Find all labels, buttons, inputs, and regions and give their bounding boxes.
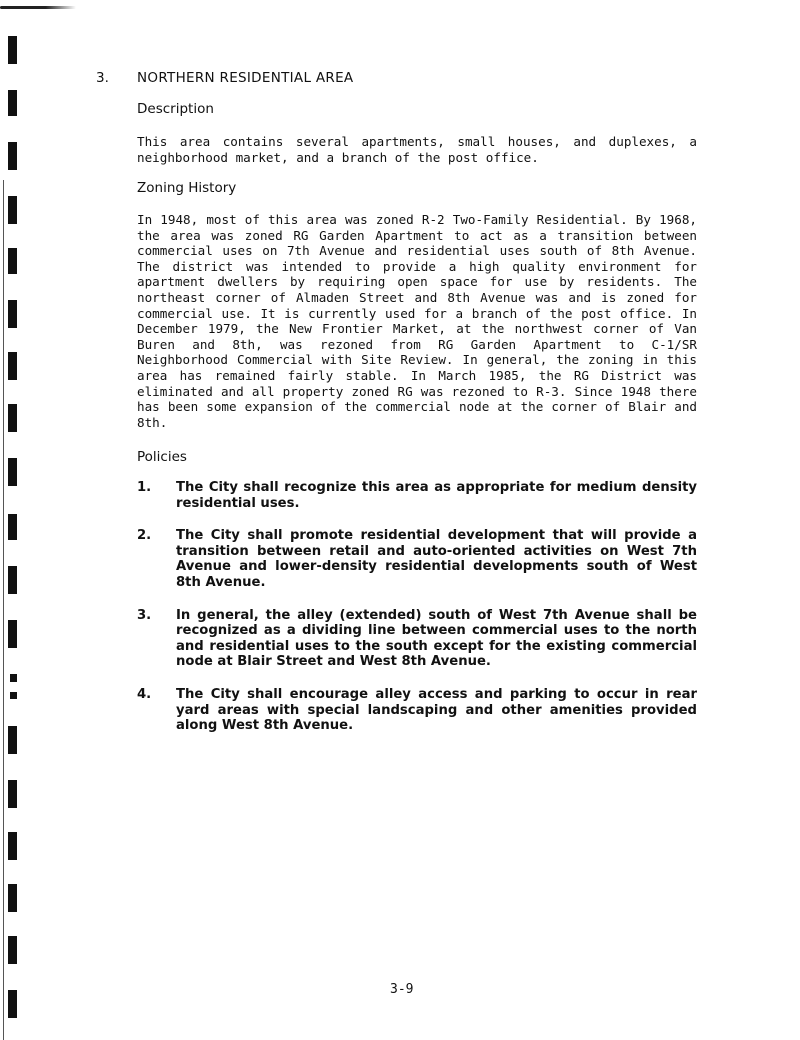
binding-mark [8,248,17,274]
policy-text: In general, the alley (extended) south of West 7th Avenue shall be recognized as a dividing line between commercial uses to the north and residential uses to the south except for the existing commercial node at Blair Street and West 8th Avenue. [176,607,697,670]
binding-mark [8,620,17,648]
policy-number: 2. [137,528,152,544]
policy-item [137,480,697,511]
binding-mark [8,566,17,594]
policy-number: 3. [137,607,152,623]
binding-mark [10,674,17,682]
binding-mark [8,404,17,432]
policy-text: The City shall encourage alley access and parking to occur in rear yard areas with special landscaping and other amenities provided along West 8th Avenue. [176,686,697,734]
policy-text: The City shall recognize this area as appropriate for medium density residential uses. [176,480,697,511]
policy-text: The City shall promote residential development that will provide a transition between retail and auto-oriented activities on West 7th Avenue and lower-density residential developments south of West 8th Avenue. [176,528,697,590]
binding-mark [8,884,17,912]
policies-heading: Policies [137,449,187,465]
description-paragraph: This area contains several apartments, small houses, and duplexes, a neighborhood market, and a branch of the post office. [137,134,697,165]
binding-mark [8,990,17,1018]
binding-mark [8,90,17,116]
policy-item [137,687,697,734]
section-number: 3. [96,70,109,86]
policy-list [137,480,697,751]
binding-mark [8,832,17,860]
binding-mark [8,458,17,486]
zoning-history-paragraph: In 1948, most of this area was zoned R-2 Two-Family Residential. By 1968, the area was zoned RG Garden Apartment to act as a transition between commercial uses on 7th Avenue and residential uses south of 8th Avenue. The district was intended to provide a high quality environment for apartment dwellers by requiring open space for use by residents. The northeast corner of Almaden Street and 8th Avenue was and is zoned for commercial use. It is currently used for a branch of the post office. In December 1979, the New Frontier Market, at the northwest corner of Van Buren and 8th, was rezoned from RG Garden Apartment to C-1/SR Neighborhood Commercial with Site Review. In general, the zoning in this area has remained fairly stable. In March 1985, the RG District was eliminated and all property zoned RG was rezoned to R-3. Since 1948 there has been some expansion of the commercial node at the corner of Blair and 8th. [137,212,697,430]
scan-top-streak [0,6,76,9]
binding-mark [8,142,17,170]
page-number: 3-9 [390,982,414,997]
description-heading: Description [137,101,214,117]
policy-item [137,528,697,590]
scan-edge-line [3,180,4,1040]
section-title: NORTHERN RESIDENTIAL AREA [137,70,354,86]
binding-mark [8,300,17,328]
policy-number: 4. [137,686,152,702]
binding-mark [8,514,17,540]
policy-number: 1. [137,480,152,495]
binding-mark [8,936,17,964]
binding-mark [8,780,17,808]
policy-item [137,608,697,670]
binding-mark [8,726,17,754]
binding-mark [8,196,17,224]
binding-mark [8,36,17,64]
zoning-history-heading: Zoning History [137,180,237,196]
binding-mark [8,352,17,380]
binding-mark [10,692,17,699]
